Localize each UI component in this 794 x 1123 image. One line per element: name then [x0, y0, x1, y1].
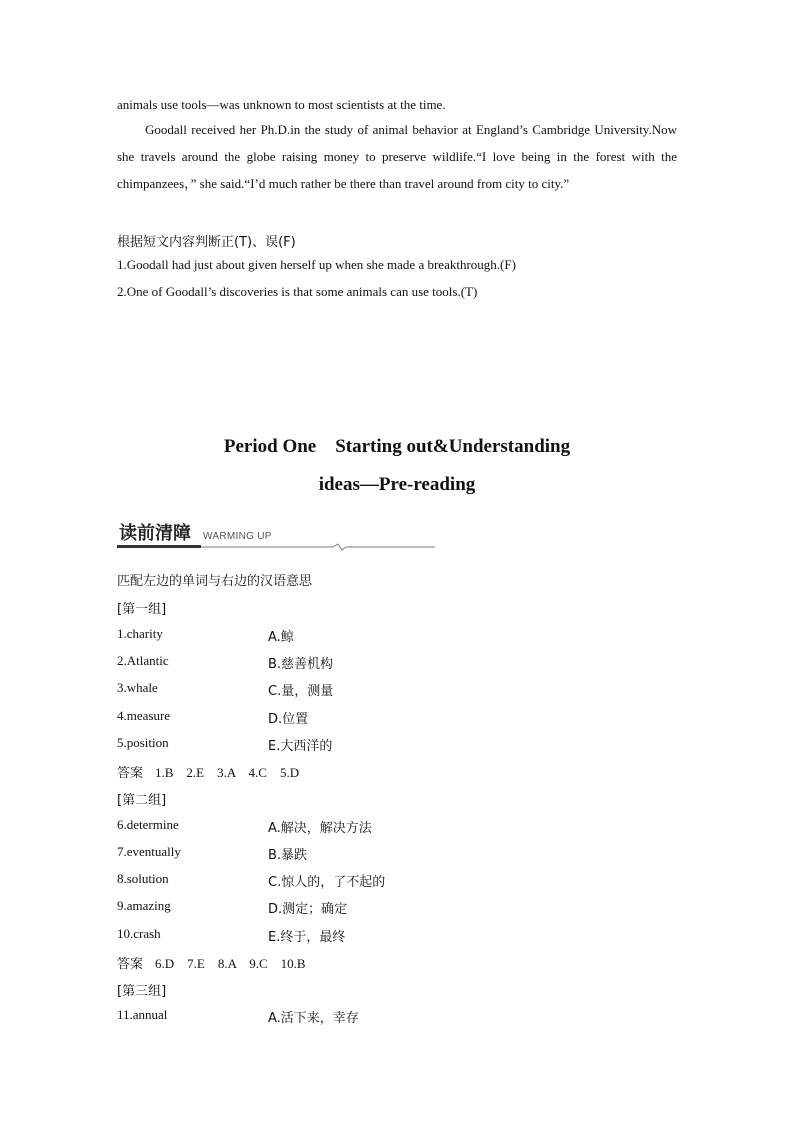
match-word: 9.amazing — [117, 898, 171, 913]
group-label: [第三组] — [117, 984, 167, 999]
section-title-line-1: Period One Starting out&Understanding — [223, 436, 571, 457]
exercise-question-2: 2.One of Goodall’s discoveries is that some animals can use tools.(T) — [117, 284, 478, 299]
match-word: 1.charity — [117, 626, 163, 641]
match-word: 4.measure — [117, 708, 171, 723]
match-meaning: A.活下来，幸存 — [268, 1011, 359, 1026]
answer-label: 答案 — [117, 957, 144, 972]
group-label: [第二组] — [117, 793, 167, 808]
match-meaning: E.终于，最终 — [268, 930, 346, 945]
banner-rule — [117, 543, 435, 551]
match-word: 11.annual — [117, 1007, 168, 1022]
section-banner — [117, 519, 435, 551]
answer-label: 答案 — [117, 766, 144, 781]
answer-text: 1.B 2.E 3.A 4.C 5.D — [155, 765, 300, 780]
match-meaning: B.暴跌 — [268, 848, 308, 863]
section-title-line-2: ideas—Pre-reading — [318, 474, 476, 495]
match-meaning: C.量，测量 — [268, 684, 334, 699]
banner-subheading: WARMING UP — [203, 531, 272, 542]
match-meaning: D.测定；确定 — [268, 902, 348, 917]
match-word: 7.eventually — [117, 844, 181, 859]
answer-text: 6.D 7.E 8.A 9.C 10.B — [155, 956, 306, 971]
exercise-instruction: 根据短文内容判断正(T)、误(F) — [117, 235, 296, 250]
match-meaning: A.鲸 — [268, 630, 294, 645]
passage-line-1: animals use tools—was unknown to most scientists at the time. — [117, 97, 446, 112]
match-meaning: C.惊人的，了不起的 — [268, 875, 386, 890]
passage-paragraph-2: Goodall received her Ph.D.in the study of animal behavior at England’s Cambridge University.Now she travels around the globe raising money to preserve wildlife.“I love being in the forest with the chimpanzees，” she said.“I’d much rather be there than travel around from city to city.” — [117, 122, 677, 191]
match-meaning: B.慈善机构 — [268, 657, 334, 672]
exercise-question-1: 1.Goodall had just about given herself up when she made a breakthrough.(F) — [117, 257, 516, 272]
match-word: 5.position — [117, 735, 169, 750]
match-meaning: E.大西洋的 — [268, 739, 333, 754]
match-word: 10.crash — [117, 926, 161, 941]
group-label: [第一组] — [117, 602, 167, 617]
match-word: 6.determine — [117, 817, 179, 832]
match-word: 8.solution — [117, 871, 169, 886]
match-word: 3.whale — [117, 680, 158, 695]
answer-line — [117, 762, 299, 781]
banner-heading: 读前清障 — [119, 523, 191, 544]
match-meaning: A.解决，解决方法 — [268, 821, 372, 836]
match-word: 2.Atlantic — [117, 653, 169, 668]
matching-instruction: 匹配左边的单词与右边的汉语意思 — [117, 574, 313, 589]
match-meaning: D.位置 — [268, 712, 309, 727]
answer-line — [117, 953, 306, 972]
